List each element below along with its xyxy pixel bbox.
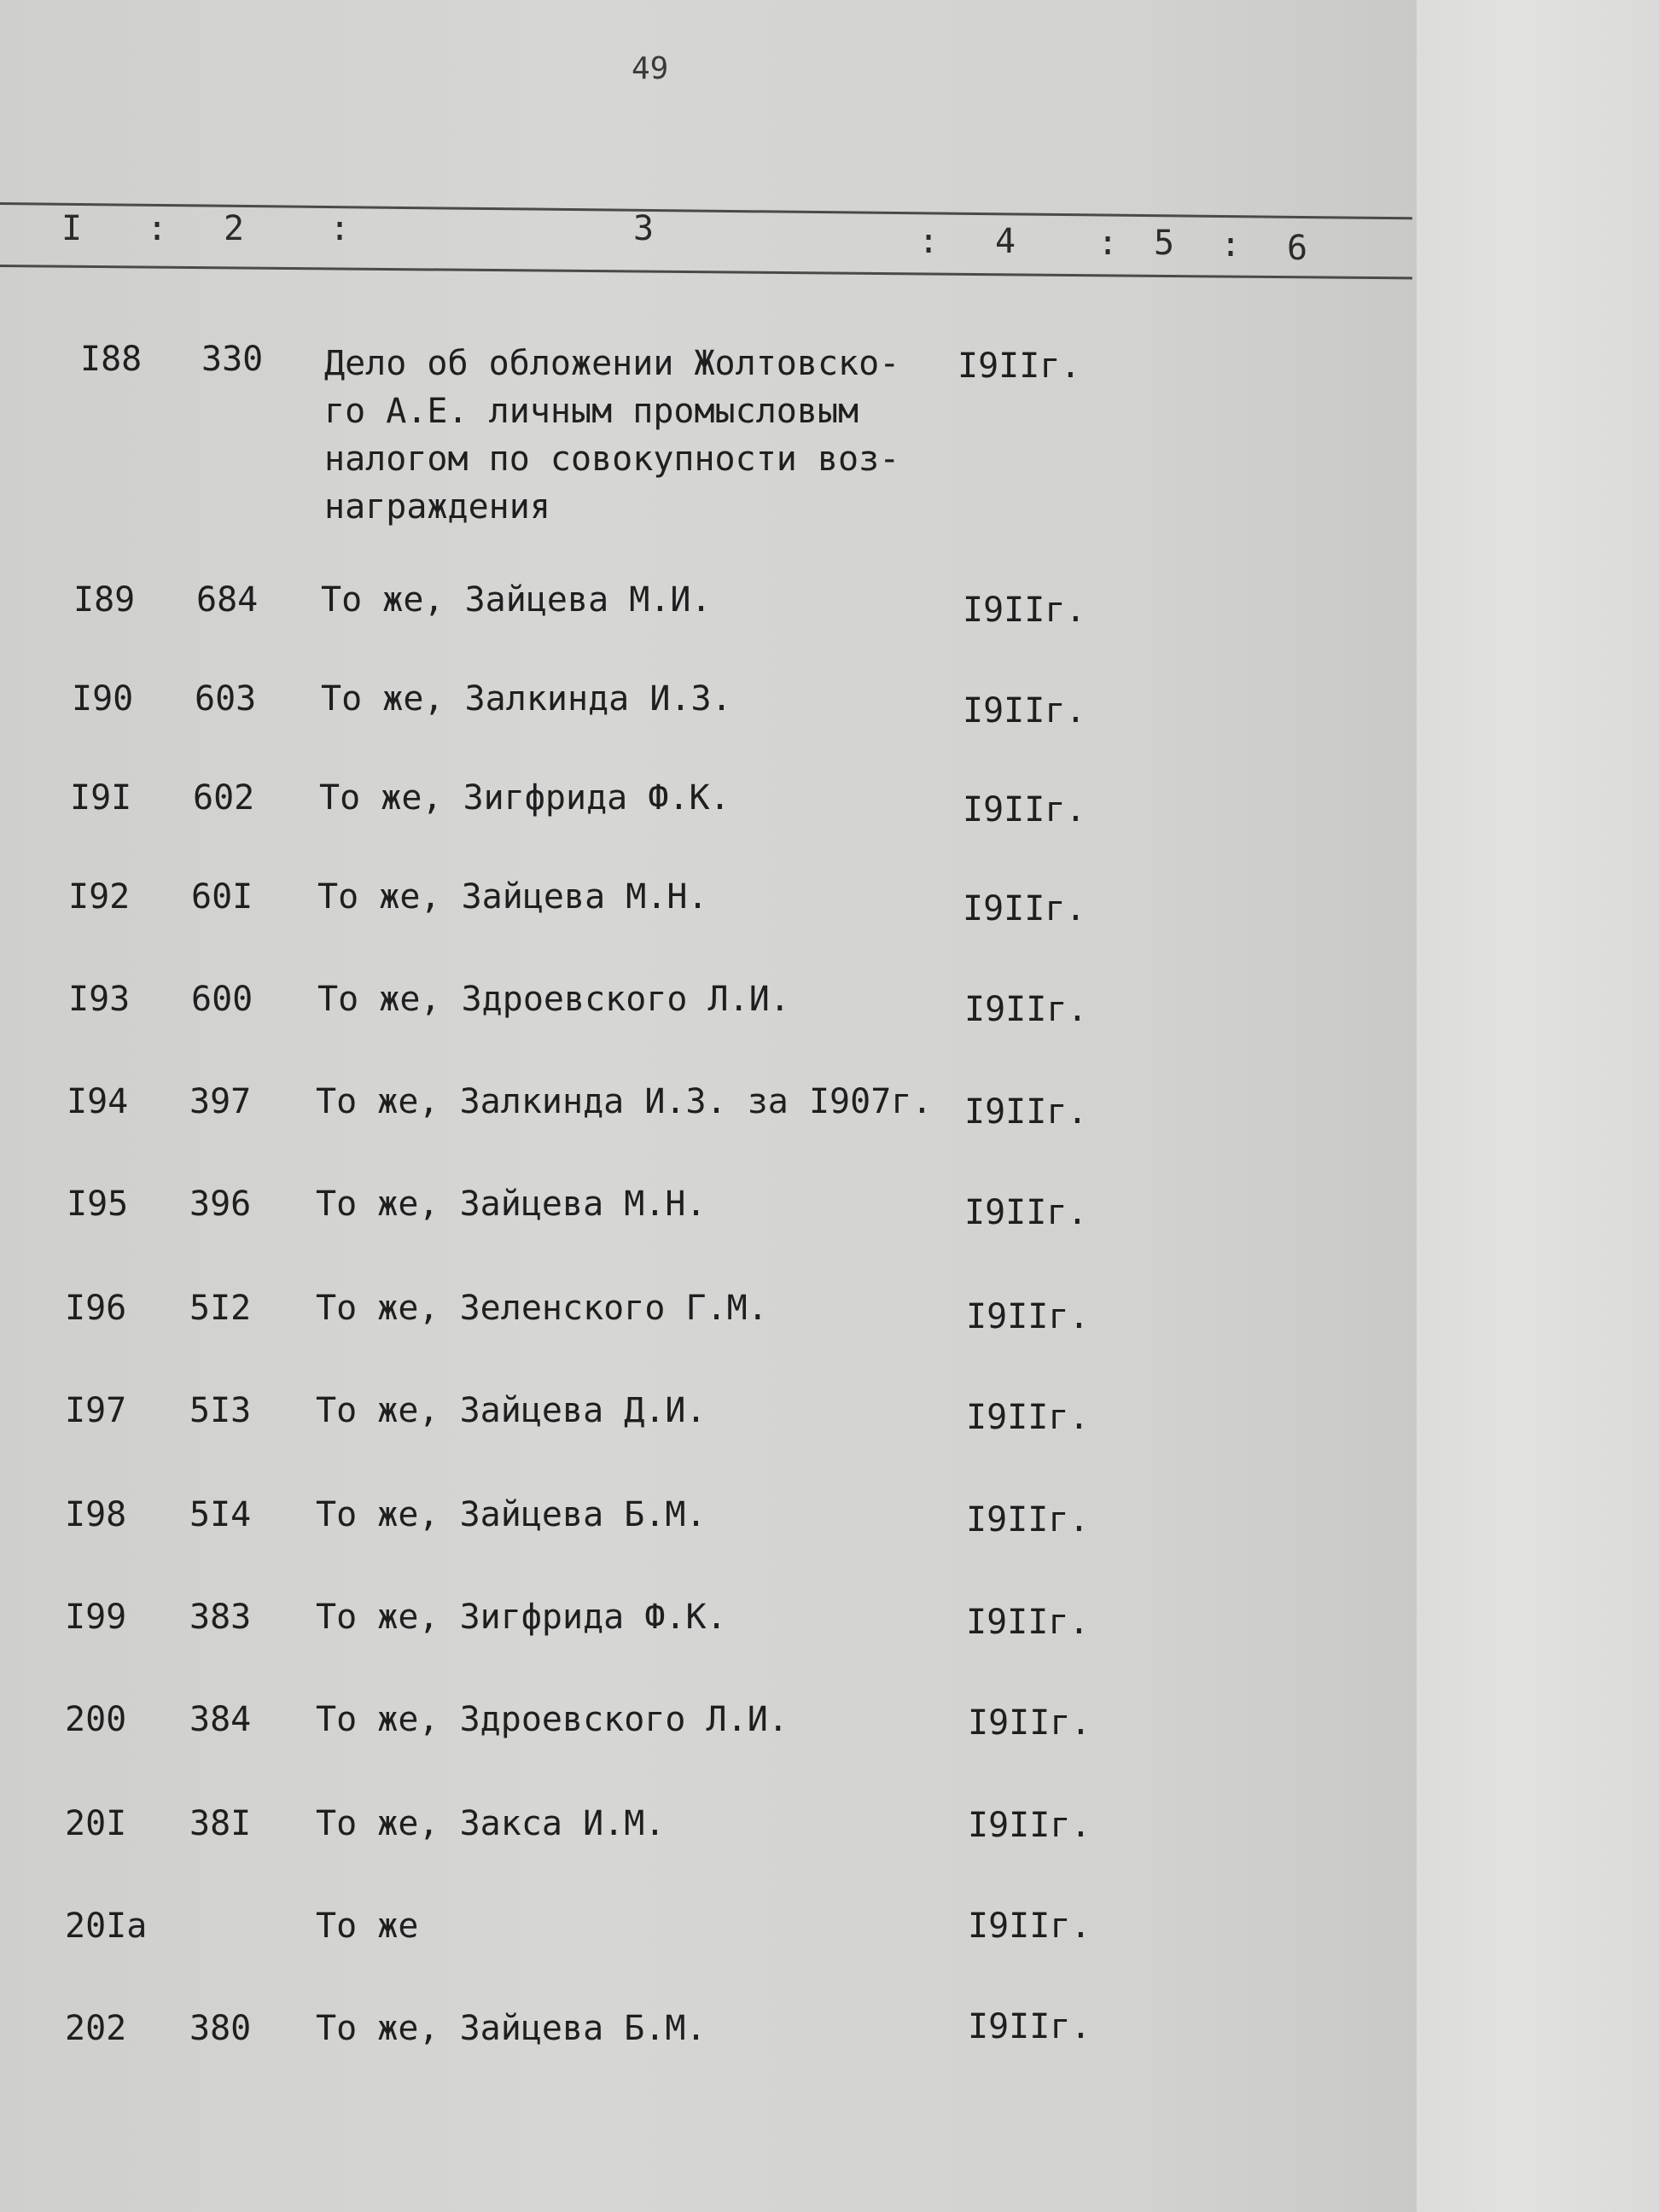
case-year: I9IIг. bbox=[968, 1703, 1091, 1743]
table-row bbox=[0, 1391, 1280, 1442]
case-title-line: го А.Е. личным промысловым bbox=[324, 392, 859, 431]
inventory-number: 384 bbox=[189, 1700, 252, 1739]
case-year: I9IIг. bbox=[968, 1906, 1091, 1946]
column-separator: : bbox=[147, 209, 168, 248]
row-number: I94 bbox=[67, 1082, 129, 1121]
inventory-number: 600 bbox=[191, 980, 253, 1019]
case-title: То же, Зайцева М.И. bbox=[321, 580, 712, 620]
table-row bbox=[0, 1289, 1280, 1340]
case-year: I9IIг. bbox=[966, 1297, 1090, 1336]
row-number: I98 bbox=[65, 1495, 127, 1534]
inventory-number: 60I bbox=[191, 877, 253, 917]
inventory-number: 602 bbox=[193, 778, 255, 818]
table-row bbox=[0, 679, 1280, 731]
table-row bbox=[0, 778, 1280, 830]
case-title-line: Дело об обложении Жолтовско- bbox=[324, 344, 900, 383]
column-header-6: 6 bbox=[1287, 229, 1308, 268]
case-year: I9IIг. bbox=[964, 990, 1088, 1029]
inventory-number: 380 bbox=[189, 2009, 252, 2048]
row-number: I96 bbox=[65, 1289, 127, 1328]
column-header-2: 2 bbox=[224, 209, 245, 248]
row-number: 20Iа bbox=[65, 1906, 148, 1946]
row-number: 20I bbox=[65, 1804, 127, 1843]
column-header-3: 3 bbox=[633, 209, 655, 248]
row-number: I95 bbox=[67, 1185, 129, 1224]
inventory-number: 397 bbox=[189, 1082, 252, 1121]
case-title: То же, Зигфрида Ф.К. bbox=[319, 778, 731, 818]
row-number: I99 bbox=[65, 1598, 127, 1637]
case-year: I9IIг. bbox=[966, 1603, 1090, 1642]
column-header-4: 4 bbox=[995, 222, 1016, 261]
inventory-number: 38I bbox=[189, 1804, 252, 1843]
case-year: I9IIг. bbox=[968, 2007, 1091, 2046]
table-row bbox=[0, 980, 1280, 1031]
table-row bbox=[0, 877, 1280, 928]
case-title: То же, Здроевского Л.И. bbox=[316, 1700, 789, 1739]
case-year: I9IIг. bbox=[966, 1500, 1090, 1540]
column-header-5: 5 bbox=[1154, 224, 1175, 263]
column-header-1: I bbox=[61, 209, 83, 248]
table-row bbox=[0, 580, 1280, 632]
column-separator: : bbox=[1097, 224, 1119, 263]
case-title: То же, Залкинда И.З. bbox=[321, 679, 732, 719]
case-title: То же, Зеленского Г.М. bbox=[316, 1289, 768, 1328]
case-year: I9IIг. bbox=[963, 889, 1086, 928]
inventory-number: 383 bbox=[189, 1598, 252, 1637]
case-title-line: налогом по совокупности воз- bbox=[324, 439, 900, 479]
inventory-number: 5I3 bbox=[189, 1391, 252, 1430]
inventory-number: 5I2 bbox=[189, 1289, 252, 1328]
case-title: То же, Залкинда И.З. за I907г. bbox=[316, 1082, 933, 1121]
row-number: 200 bbox=[65, 1700, 127, 1739]
table-row bbox=[0, 2009, 1280, 2060]
inventory-number: 396 bbox=[189, 1185, 252, 1224]
column-separator: : bbox=[1220, 225, 1242, 265]
case-title: То же, Зайцева М.Н. bbox=[317, 877, 708, 917]
case-title: То же, Зайцева Б.М. bbox=[316, 2009, 707, 2048]
case-title: То же, Зигфрида Ф.К. bbox=[316, 1598, 727, 1637]
inventory-number: 330 bbox=[201, 340, 264, 379]
row-number: I90 bbox=[72, 679, 134, 719]
case-year: I9IIг. bbox=[958, 346, 1081, 386]
row-number: I89 bbox=[73, 580, 136, 620]
case-year: I9IIг. bbox=[964, 1092, 1088, 1132]
row-number: I9I bbox=[70, 778, 132, 818]
case-year: I9IIг. bbox=[966, 1398, 1090, 1437]
case-year: I9IIг. bbox=[963, 591, 1086, 630]
header-top-rule bbox=[0, 202, 1412, 219]
page-number: 49 bbox=[632, 51, 669, 86]
inventory-number: 603 bbox=[195, 679, 257, 719]
table-row bbox=[0, 1906, 1280, 1958]
case-title: То же, Здроевского Л.И. bbox=[317, 980, 790, 1019]
case-title: То же, Зайцева М.Н. bbox=[316, 1185, 707, 1224]
row-number: I93 bbox=[68, 980, 131, 1019]
case-year: I9IIг. bbox=[964, 1193, 1088, 1232]
row-number: I97 bbox=[65, 1391, 127, 1430]
case-title: То же, Закса И.М. bbox=[316, 1804, 666, 1843]
case-year: I9IIг. bbox=[968, 1806, 1091, 1845]
table-row bbox=[0, 1495, 1280, 1546]
case-year: I9IIг. bbox=[963, 691, 1086, 731]
row-number: 202 bbox=[65, 2009, 127, 2048]
case-title bbox=[324, 340, 922, 531]
case-title: То же bbox=[316, 1906, 419, 1946]
case-title: То же, Зайцева Д.И. bbox=[316, 1391, 707, 1430]
row-number: I88 bbox=[80, 340, 143, 379]
inventory-number: 5I4 bbox=[189, 1495, 252, 1534]
table-row bbox=[0, 1700, 1280, 1751]
row-number: I92 bbox=[68, 877, 131, 917]
table-row bbox=[0, 1598, 1280, 1649]
table-row bbox=[0, 1082, 1280, 1133]
table-row bbox=[0, 1185, 1280, 1236]
inventory-number: 684 bbox=[196, 580, 259, 620]
table-row bbox=[0, 340, 1280, 536]
table-row bbox=[0, 1804, 1280, 1855]
column-separator: : bbox=[329, 209, 351, 248]
case-title-line: награждения bbox=[324, 487, 550, 527]
case-year: I9IIг. bbox=[963, 790, 1086, 830]
header-bottom-rule bbox=[0, 265, 1412, 279]
column-separator: : bbox=[918, 222, 940, 261]
case-title: То же, Зайцева Б.М. bbox=[316, 1495, 707, 1534]
